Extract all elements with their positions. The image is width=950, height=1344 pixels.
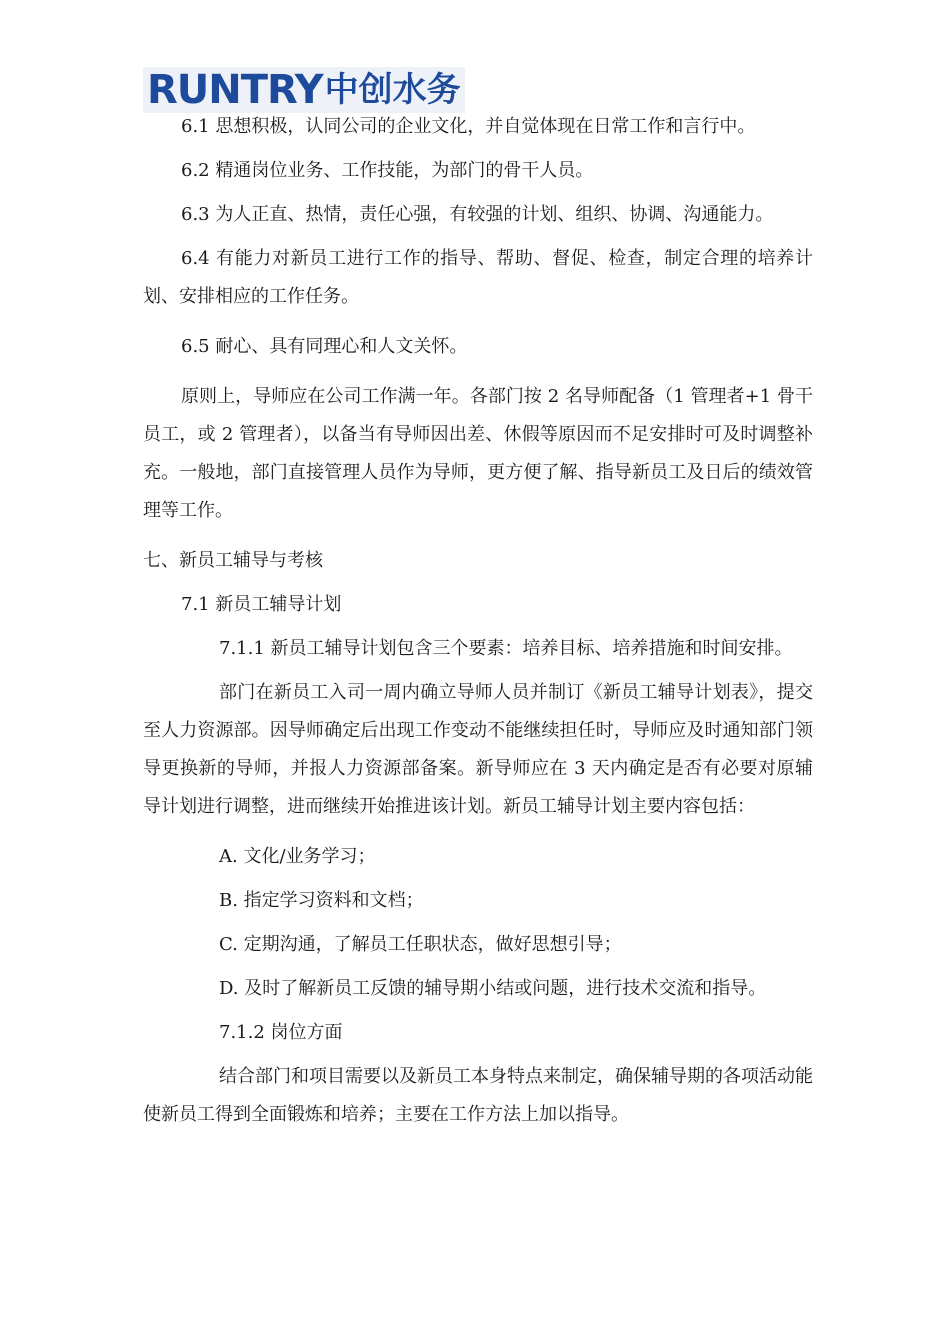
paragraph-principle: 原则上，导师应在公司工作满一年。各部门按 2 名导师配备（1 管理者+1 骨干员工，或 2 管理者），以备当有导师因出差、休假等原因而不足安排时可及时调整补充。一般地，部门直接管理人员作为导师，更方便了解、指导新员工及日后的绩效管理等工作。: [143, 386, 813, 521]
paragraph-6-5: 6.5 耐心、具有同理心和人文关怀。: [181, 336, 468, 357]
list-item-b: B. 指定学习资料和文档；: [219, 890, 424, 911]
paragraph-6-1: 6.1 思想积极，认同公司的企业文化，并自觉体现在日常工作和言行中。: [181, 116, 756, 137]
logo-text-en: RUNTRY: [147, 67, 323, 113]
section-7-1-1: 7.1.1 新员工辅导计划包含三个要素：培养目标、培养措施和时间安排。: [219, 638, 793, 659]
paragraph-combine: 结合部门和项目需要以及新员工本身特点来制定，确保辅导期的各项活动能使新员工得到全面锻炼和培养；主要在工作方法上加以指导。: [143, 1066, 813, 1125]
paragraph-6-2: 6.2 精通岗位业务、工作技能，为部门的骨干人员。: [181, 160, 594, 181]
list-item-c: C. 定期沟通，了解员工任职状态，做好思想引导；: [219, 934, 622, 955]
list-item-a: A. 文化/业务学习；: [219, 846, 376, 867]
list-item-d: D. 及时了解新员工反馈的辅导期小结或问题，进行技术交流和指导。: [219, 978, 767, 999]
paragraph-6-4: 6.4 有能力对新员工进行工作的指导、帮助、督促、检查，制定合理的培养计划、安排相应的工作任务。: [143, 248, 813, 307]
logo-text-cn: 中创水务: [324, 70, 461, 110]
paragraph-dept-plan: 部门在新员工入司一周内确立导师人员并制订《新员工辅导计划表》，提交至人力资源部。因导师确定后出现工作变动不能继续担任时，导师应及时通知部门领导更换新的导师，并报人力资源部备案。新导师应在 3 天内确定是否有必要对原辅导计划进行调整，进而继续开始推进该计划。新员工辅导计划主要内容包括：: [143, 682, 813, 817]
section-7-1-2: 7.1.2 岗位方面: [219, 1022, 343, 1043]
paragraph-6-3: 6.3 为人正直、热情，责任心强，有较强的计划、组织、协调、沟通能力。: [181, 204, 774, 225]
section-7-heading: 七、新员工辅导与考核: [143, 550, 323, 571]
company-logo: [143, 67, 465, 113]
section-7-1-heading: 7.1 新员工辅导计划: [181, 594, 342, 615]
document-body: [143, 108, 813, 1134]
